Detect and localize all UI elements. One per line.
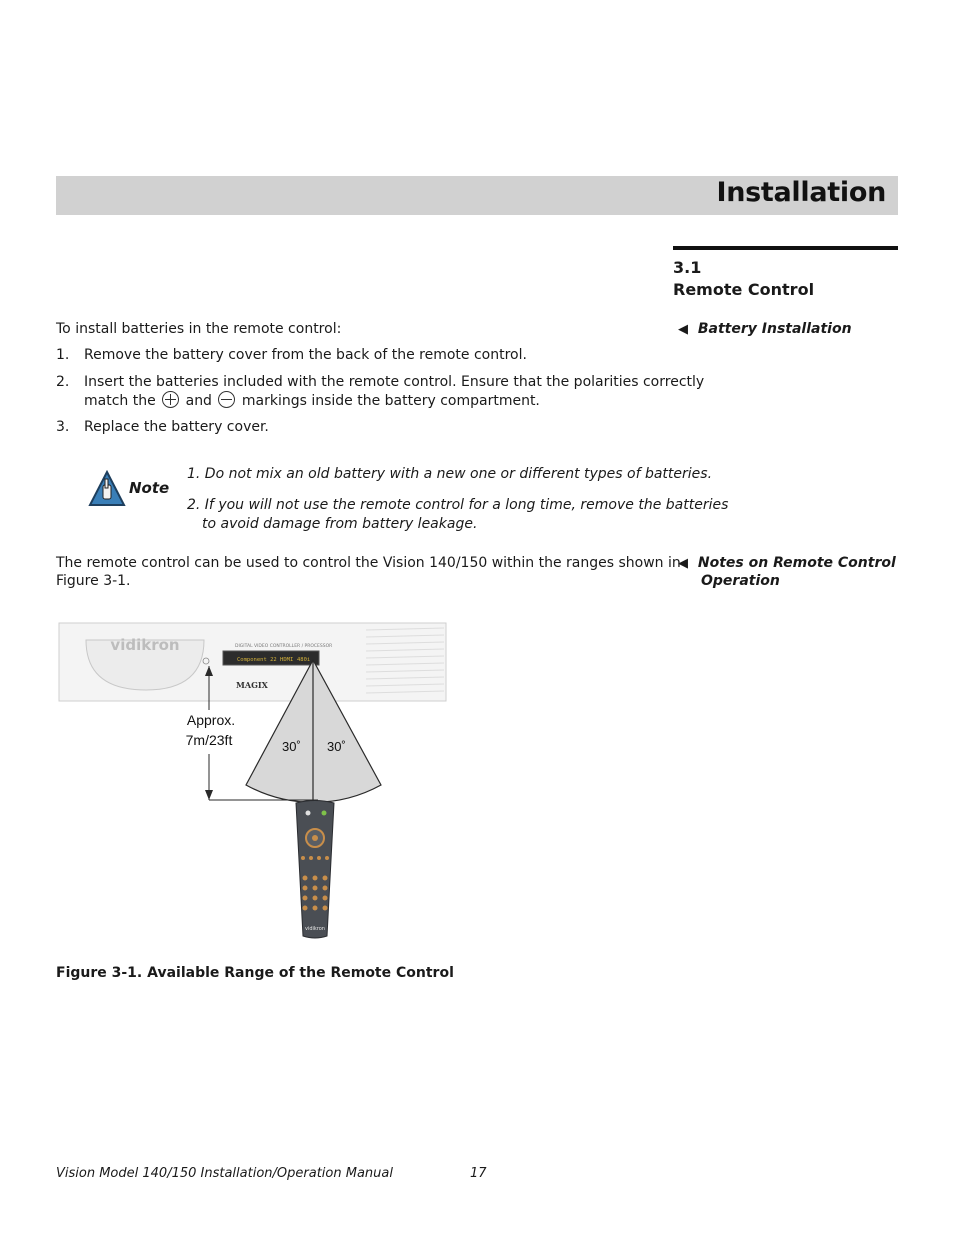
step-number: 1. (56, 347, 70, 363)
step-number: 3. (56, 419, 70, 435)
side-heading-operation: ◀ Notes on Remote Control (678, 555, 896, 571)
chapter-header-bar (56, 176, 898, 215)
pointer-arrow-icon: ◀ (678, 322, 688, 337)
remote-button (306, 811, 311, 816)
distance-label: Approx. (186, 712, 236, 728)
side-heading-operation-line2: Operation (701, 573, 780, 589)
battery-intro: To install batteries in the remote control: (56, 321, 342, 337)
angle-label-right: 30˚ (327, 739, 346, 754)
remote-enter-button (312, 835, 318, 841)
figure-caption: Figure 3-1. Available Range of the Remote Control (56, 965, 454, 981)
unit-display-right: 480i (297, 657, 311, 663)
unit-model-label: DIGITAL VIDEO CONTROLLER / PROCESSOR (235, 644, 333, 649)
step-number: 2. (56, 374, 70, 390)
note-item: 2. If you will not use the remote control for a long time, remove the batteries (187, 497, 729, 513)
step-text: Replace the battery cover. (84, 419, 269, 435)
arrowhead-bottom-icon (205, 790, 213, 800)
angle-label-left: 30˚ (282, 739, 301, 754)
section-title: Remote Control (673, 280, 815, 299)
distance-value: 7m/23ft (185, 732, 233, 748)
note-item: 1. Do not mix an old battery with a new one or different types of batteries. (187, 466, 713, 482)
section-number: 3.1 (673, 258, 702, 277)
operation-text-continued: Figure 3-1. (56, 573, 131, 589)
chapter-title: Installation (716, 177, 886, 208)
footer-manual-title: Vision Model 140/150 Installation/Operation Manual (56, 1166, 393, 1181)
remote-brand-logo: vidikron (305, 926, 325, 932)
remote-power-button (322, 811, 327, 816)
note-item-continued: to avoid damage from battery leakage. (202, 516, 478, 532)
unit-brand-logo: vidikron (110, 636, 180, 654)
plus-polarity-icon (162, 391, 179, 408)
remote-range-figure (56, 620, 451, 942)
note-pointing-hand-icon (88, 470, 126, 508)
step-text-continued: match the and markings inside the battery compartment. (84, 393, 540, 409)
section-rule (673, 246, 898, 250)
footer-page-number: 17 (470, 1166, 487, 1181)
step-text: Insert the batteries included with the remote control. Ensure that the polarities correctly (84, 374, 705, 390)
unit-display-text: Component 22 HDMI (237, 657, 294, 663)
unit-magix-logo: MAGIX (236, 680, 268, 690)
operation-text: The remote control can be used to control the Vision 140/150 within the ranges shown in (56, 555, 681, 571)
minus-polarity-icon (218, 391, 235, 408)
step-text: Remove the battery cover from the back of the remote control. (84, 347, 527, 363)
remote-control (296, 801, 334, 939)
pointer-arrow-icon: ◀ (678, 556, 688, 571)
note-label: Note (129, 479, 170, 497)
side-heading-battery: ◀ Battery Installation (678, 321, 852, 337)
